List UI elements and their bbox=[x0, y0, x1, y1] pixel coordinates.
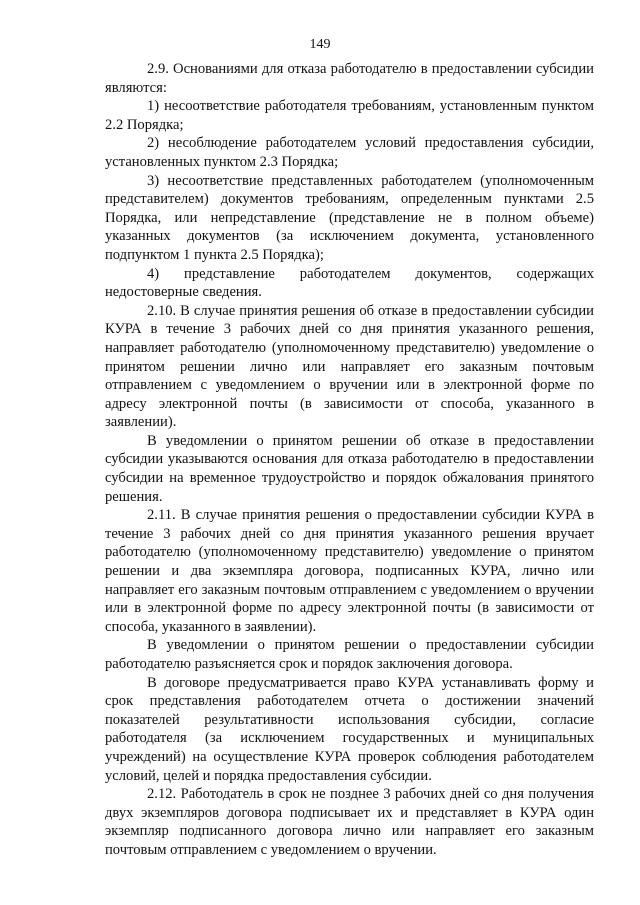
paragraph-2-9: 2.9. Основаниями для отказа работодателю в предоставлении субсидии являются: bbox=[105, 61, 594, 96]
page-number: 149 bbox=[309, 37, 331, 52]
document-body bbox=[105, 60, 594, 860]
paragraph-item-3: 3) несоответствие представленных работодателем (уполномоченным представителем) документов требованиям, определенным пунктами 2.5 Порядка, или непредставление (представление не в полном объеме) указанных документов (за исключением документа, установленного подпунктом 1 пункта 2.5 Порядка); bbox=[105, 172, 594, 263]
paragraph-item-4: 4) представление работодателем документов, содержащих недостоверные сведения. bbox=[105, 265, 594, 301]
paragraph-item-1: 1) несоответствие работодателя требованиям, установленным пунктом 2.2 Порядка; bbox=[105, 98, 594, 133]
paragraph-refusal-notice: В уведомлении о принятом решении об отказе в предоставлении субсидии указываются основания для отказа работодателю в предоставлении субсидии на временное трудоустройство и порядок обжалования принятого решения. bbox=[105, 432, 594, 505]
paragraph-2-10: 2.10. В случае принятия решения об отказе в предоставлении субсидии КУРА в течение 3 рабочих дней со дня принятия указанного решения, направляет работодателю (уполномоченному представителю) уведомление о принятом решении лично или направляет его заказным почтовым отправлением с уведомлением о вручении или в электронной форме по адресу электронной почты (в зависимости от способа, указанного в заявлении). bbox=[105, 302, 594, 431]
paragraph-2-12: 2.12. Работодатель в срок не позднее 3 рабочих дней со дня получения двух экземпляров договора подписывает их и представляет в КУРА один экземпляр подписанного договора лично или направляет его заказным почтовым отправлением с уведомлением о вручении. bbox=[105, 786, 594, 858]
paragraph-item-2: 2) несоблюдение работодателем условий предоставления субсидии, установленных пунктом 2.3 Порядка; bbox=[105, 135, 594, 170]
paragraph-2-11: 2.11. В случае принятия решения о предоставлении субсидии КУРА в течение 3 рабочих дней со дня принятия указанного решения вручает работодателю (уполномоченному представителю) уведомление о принятом решении и два экземпляра договора, подписанных КУРА, лично или направляет его заказным почтовым отправлением с уведомлением о вручении или в электронной форме по адресу электронной почты (в зависимости от способа, указанного в заявлении). bbox=[105, 507, 594, 635]
paragraph-grant-notice: В уведомлении о принятом решении о предоставлении субсидии работодателю разъясняется срок и порядок заключения договора. bbox=[105, 637, 594, 672]
paragraph-contract-terms: В договоре предусматривается право КУРА устанавливать форму и срок представления работодателем отчета о достижении значений показателей результативности использования субсидии, согласие работодателя (за исключением государственных и муниципальных учреждений) на осуществление КУРА проверок соблюдения работодателем условий, целей и порядка предоставления субсидии. bbox=[105, 674, 594, 784]
